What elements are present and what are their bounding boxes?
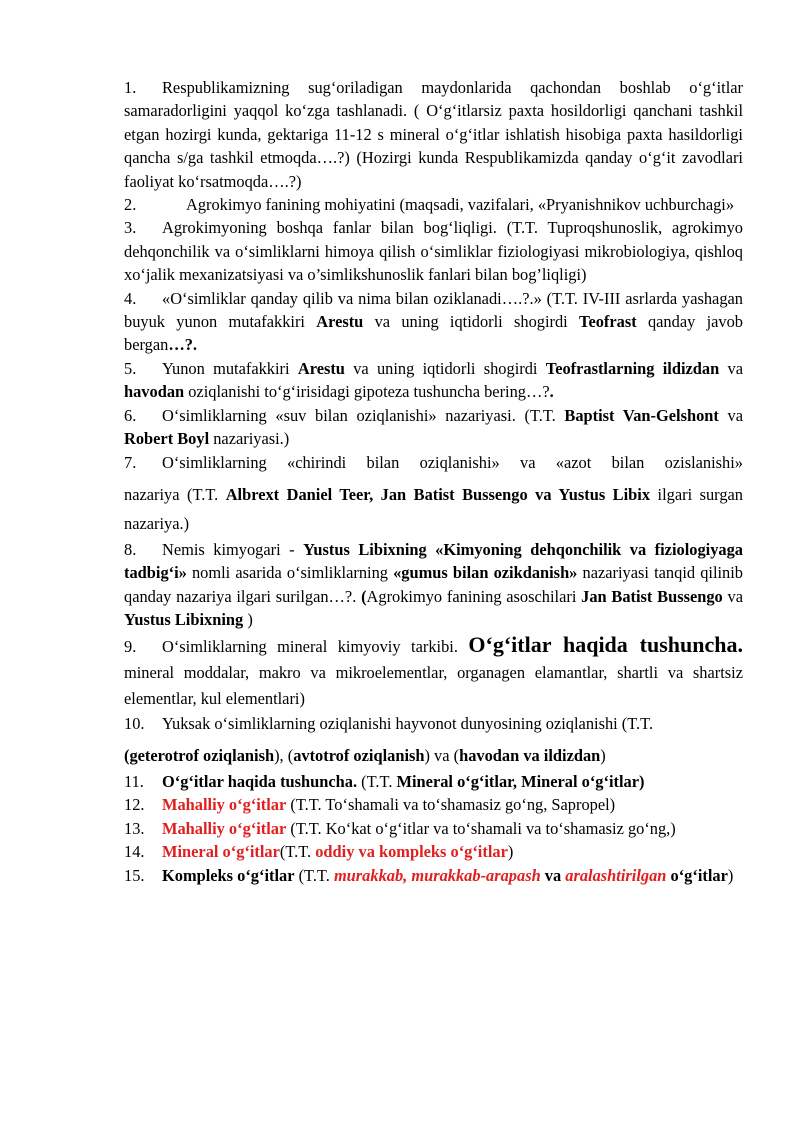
list-item-11: 11. O‘g‘itlar haqida tushuncha. (T.T. Mineral o‘g‘itlar, Mineral o‘g‘itlar) (124, 770, 743, 793)
item-number: 3. (124, 218, 137, 238)
item-number: 2. (124, 195, 137, 215)
list-item-14: 14. Mineral o‘g‘itlar(T.T. oddiy va kompleks o‘g‘itlar) (124, 840, 743, 863)
item-number: 7. (124, 452, 137, 472)
item-number: 6. (124, 405, 137, 425)
list-item-12: 12. Mahalliy o‘g‘itlar (T.T. To‘shamali va to‘shamasiz go‘ng, Sapropel) (124, 793, 743, 816)
list-item-15: 15. Kompleks o‘g‘itlar (T.T. murakkab, murakkab-arapash va aralashtirilgan o‘g‘itlar) (124, 864, 743, 887)
item-number: 15. (124, 865, 145, 885)
list-item-13: 13. Mahalliy o‘g‘itlar (T.T. Ko‘kat o‘g‘itlar va to‘shamali va to‘shamasiz go‘ng,) (124, 817, 743, 840)
item-number: 10. (124, 713, 145, 733)
list-item-1: 1. Respublikamizning sug‘oriladigan maydonlarida qachondan boshlab o‘g‘itlar samaradorligini yaqqol ko‘zga tashlanadi. ( O‘g‘itlarsiz paxta hosildorligi qanchani tashkil etgan hozirgi kunda, gektariga 11-12 s mineral o‘g‘itlar ishlatish hisobiga paxta hasildorligi qancha s/ga tashkil etmoqda….?) (Hozirgi kunda Respublikamizda qanday o‘g‘it zavodlari faoliyat ko‘rsatmoqda….?) (124, 78, 743, 191)
item-number: 12. (124, 795, 145, 815)
list-item-7-continued: nazariya (T.T. Albrext Daniel Teer, Jan Batist Bussengo va Yustus Libix ilgari surgan nazariya.) (124, 484, 743, 533)
list-item-6: 6. O‘simliklarning «suv bilan oziqlanishi» nazariyasi. (T.T. Baptist Van-Gelshont va Robert Boyl nazariyasi.) (124, 405, 743, 449)
list-item-3: 3. Agrokimyoning boshqa fanlar bilan bog‘liqligi. (T.T. Tuproqshunoslik, agrokimyo dehqonchilik va o‘simliklarni himoya qilish o‘simliklar fiziologiyasi mikrobiologiya, qishloq xo‘jalik mexanizatsiyasi va o’simlikshunoslik fanlari bilan bog’liqligi) (124, 218, 743, 285)
list-item-10: 10. Yuksak o‘simliklarning oziqlanishi hayvonot dunyosining oziqlanishi (T.T. (124, 712, 743, 735)
list-item-2: 2. Agrokimyo fanining mohiyatini (maqsadi, vazifalari, «Pryanishnikov uchburchagi» (124, 193, 743, 216)
document-body (124, 76, 743, 887)
item-number: 1. (124, 78, 137, 97)
item-number: 14. (124, 842, 145, 862)
list-item-4: 4. «O‘simliklar qanday qilib va nima bilan oziklanadi….?.» (T.T. IV-III asrlarda yashagan buyuk yunon mutafakkiri Arestu va uning iqtidorli shogirdi Teofrast qanday javob bergan…?. (124, 288, 743, 355)
list-item-5: 5. Yunon mutafakkiri Arestu va uning iqtidorli shogirdi Teofrastlarning ildizdan va havodan oziqlanishi to‘g‘irisidagi gipoteza tushuncha bering…?. (124, 358, 743, 402)
item-number: 5. (124, 358, 137, 378)
list-item-9: 9. O‘simliklarning mineral kimyoviy tarkibi. O‘g‘itlar haqida tushuncha. mineral moddalar, makro va mikroelementlar, organagen elamantlar, shartli va shartsiz elementlar, kul elementlari) (124, 631, 743, 708)
list-item-8: 8. Nemis kimyogari - Yustus Libixning «Kimyoning dehqonchilik va fiziologiyaga tadbig‘i» nomli asarida o‘simliklarning «gumus bilan ozikdanish» nazariyasi tanqid qilinib qanday nazariya ilgari surilgan…?. (Agrokimyo fanining asoschilari Jan Batist Bussengo va Yustus Libixning ) (124, 539, 743, 630)
item-number: 13. (124, 818, 145, 838)
list-item-10-continued: (geterotrof oziqlanish), (avtotrof oziqlanish) va (havodan va ildizdan) (124, 745, 606, 765)
list-item-7: 7. O‘simliklarning «chirindi bilan oziqlanishi» va «azot bilan ozislanishi» (124, 451, 743, 474)
item-number: 4. (124, 288, 137, 308)
item-number: 8. (124, 539, 137, 559)
item-number: 11. (124, 771, 144, 791)
item-number: 9. (124, 636, 137, 656)
